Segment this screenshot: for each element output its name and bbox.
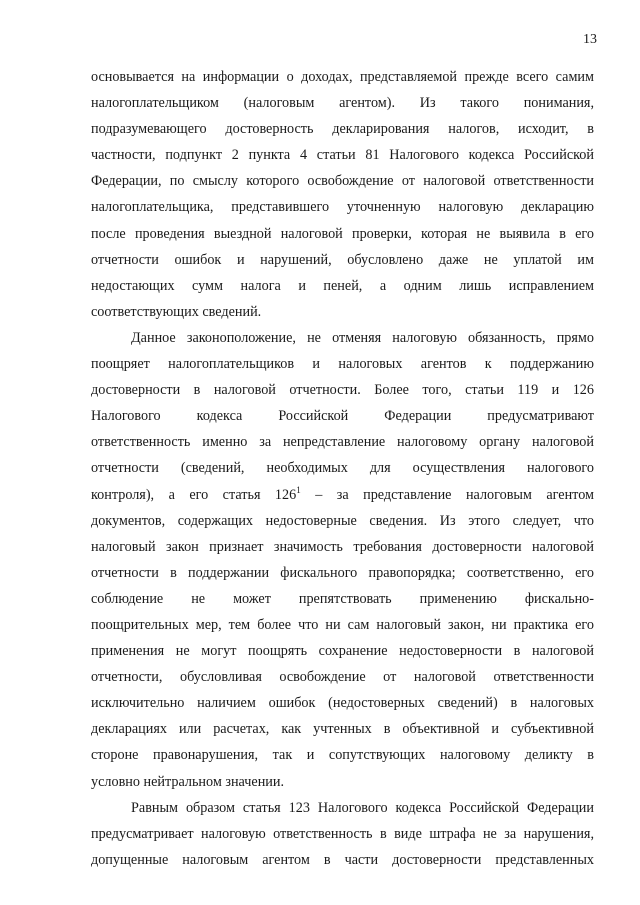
document-body bbox=[91, 64, 594, 873]
text-line: стороне правонарушения, так и сопутствующих налоговому деликту в bbox=[91, 747, 594, 764]
text-segment: контроля), а его статья 126 bbox=[91, 486, 297, 503]
text-line: предусматривает налоговую ответственность в виде штрафа не за нарушения, bbox=[91, 825, 594, 842]
text-line: налогоплательщика, представившего уточненную налоговую декларацию bbox=[91, 199, 594, 216]
text-line: недостающих сумм налога и пеней, а одним лишь исправлением bbox=[91, 277, 594, 294]
text-line: налоговый закон признает значимость требования достоверности налоговой bbox=[91, 538, 594, 555]
paragraph-1 bbox=[91, 64, 594, 325]
text-line: Данное законоположение, не отменяя налоговую обязанность, прямо bbox=[131, 329, 594, 346]
paragraph-2 bbox=[91, 325, 594, 795]
paragraph-3 bbox=[91, 795, 594, 873]
text-line-with-superscript bbox=[91, 482, 594, 508]
text-line: соответствующих сведений. bbox=[91, 303, 262, 320]
text-line: Равным образом статья 123 Налогового кодекса Российской Федерации bbox=[131, 799, 594, 816]
text-line: отчетности (сведений, необходимых для осуществления налогового bbox=[91, 460, 594, 477]
text-line: достоверности в налоговой отчетности. Более того, статьи 119 и 126 bbox=[91, 382, 594, 399]
page-number: 13 bbox=[583, 32, 597, 47]
text-line: отчетности ошибок и нарушений, обусловлено даже не уплатой им bbox=[91, 251, 594, 268]
text-line: частности, подпункт 2 пункта 4 статьи 81 Налогового кодекса Российской bbox=[91, 147, 594, 164]
superscript: 1 bbox=[296, 484, 301, 495]
text-line: поощряет налогоплательщиков и налоговых агентов к поддержанию bbox=[91, 356, 594, 373]
text-segment: – за представление налоговым агентом bbox=[300, 486, 594, 503]
text-line: исключительно наличием ошибок (недостоверных сведений) в налоговых bbox=[91, 695, 594, 712]
text-line: отчетности в поддержании фискального правопорядка; соответственно, его bbox=[91, 564, 594, 581]
text-line: ответственность именно за непредставление налоговому органу налоговой bbox=[91, 434, 594, 451]
text-line: отчетности, обусловливая освобождение от налоговой ответственности bbox=[91, 669, 594, 686]
text-line: подразумевающего достоверность декларирования налогов, исходит, в bbox=[91, 121, 594, 138]
text-line: декларациях или расчетах, как учтенных в объективной и субъективной bbox=[91, 721, 594, 738]
text-line: применения не могут поощрять сохранение недостоверности в налоговой bbox=[91, 643, 594, 660]
text-line: Федерации, по смыслу которого освобождение от налоговой ответственности bbox=[91, 173, 594, 190]
text-line: налогоплательщиком (налоговым агентом). Из такого понимания, bbox=[91, 95, 594, 112]
text-line: основывается на информации о доходах, представляемой прежде всего самим bbox=[91, 69, 594, 85]
text-line: допущенные налоговым агентом в части достоверности представленных bbox=[91, 851, 594, 868]
text-line: документов, содержащих недостоверные сведения. Из этого следует, что bbox=[91, 512, 594, 529]
text-line: условно нейтральном значении. bbox=[91, 773, 285, 790]
text-line: соблюдение не может препятствовать применению фискально- bbox=[91, 590, 594, 607]
text-line: Налогового кодекса Российской Федерации предусматривают bbox=[91, 408, 594, 425]
text-line: после проведения выездной налоговой проверки, которая не выявила в его bbox=[91, 225, 594, 242]
text-line: поощрительных мер, тем более что ни сам налоговый закон, ни практика его bbox=[91, 616, 594, 633]
